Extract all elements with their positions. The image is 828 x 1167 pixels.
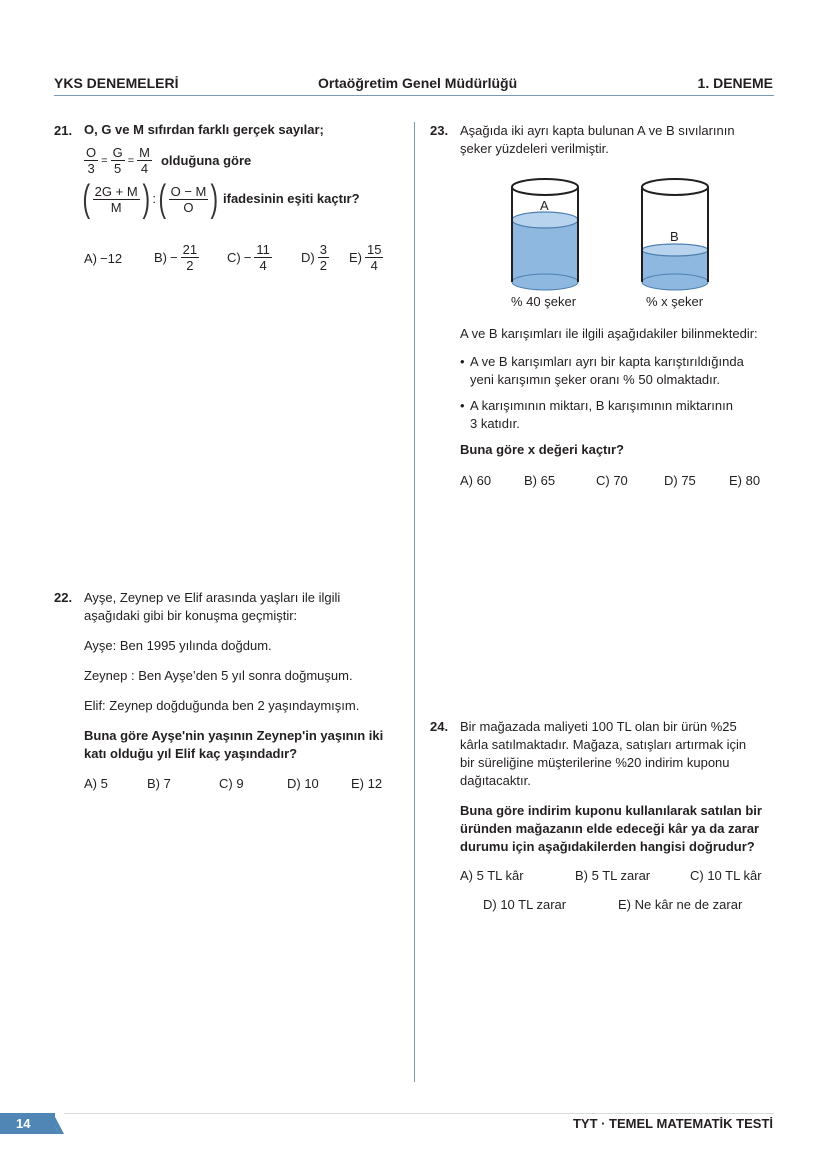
option-c[interactable]: C) 10 TL kâr — [690, 868, 762, 883]
option-c[interactable]: C) − $\frac{11}{4}$ — [227, 242, 270, 273]
option-d[interactable]: D) 10 TL zarar — [483, 897, 567, 912]
question-21 — [54, 121, 404, 218]
option-a[interactable]: A) 5 — [84, 776, 108, 791]
question-prompt: Buna göre indirim kuponu kullanılarak satılan bir — [460, 803, 762, 818]
dialogue-line: Ayşe: Ben 1995 yılında doğdum. — [84, 638, 272, 653]
question-number: 23. — [430, 123, 449, 138]
question-23: 23. Aşağıda iki ayrı kapta bulunan A ve B sıvılarının şeker yüzdeleri verilmiştir. — [430, 123, 735, 156]
fraction: $\frac{G}{5}$ — [112, 145, 123, 176]
fraction: $\frac{O - M}{O}$ — [170, 183, 207, 215]
container-a-icon — [512, 179, 578, 290]
dialogue-line: Zeynep : Ben Ayşe’den 5 yıl sonra doğmuşum. — [84, 668, 353, 683]
question-22: 22. Ayşe, Zeynep ve Elif arasında yaşları ile ilgili aşağıdaki gibi bir konuşma geçmiştir: Ayşe: Ben 1995 yılında doğdum. Zeynep : Ben Ayşe’den 5 yıl sonra doğmuşum. Elif: Zeynep doğduğunda ben 2 yaşındaymışım. Buna göre Ayşe'nin yaşının Zeynep'in yaşının iki katı olduğu yıl Elif kaç yaşındadır? — [54, 589, 404, 763]
option-a[interactable]: A) 60 — [460, 473, 492, 488]
option-b[interactable]: B) − $\frac{21}{2}$ — [154, 242, 198, 273]
bullet-item: • A ve B karışımları ayrı bir kapta karıştırıldığında yeni karışımın şeker oranı % 50 olmaktadır. — [460, 354, 744, 387]
column-divider — [414, 122, 415, 1082]
expression: ( $\frac{2G + M}{M}$ ) : ( $\frac{O - M}{O}$ ) ifadesinin eşiti kaçtır? — [82, 178, 360, 220]
footer-test-title: TYT · TEMEL MATEMATİK TESTİ — [572, 1116, 773, 1131]
question-24: 24. Bir mağazada maliyeti 100 TL olan bir ürün %25 kârla satılmaktadır. Mağaza, satışları artırmak için bir süreliğine müşterilerine %20 indirim kuponu dağıtacaktır. Buna göre indirim kuponu kullanılarak satılan bir üründen mağazanın elde edeceği kâr ya da zarar durumu için aşağıdakilerden hangisi doğrudur? — [430, 719, 762, 854]
fraction: $\frac{2G + M}{M}$ — [94, 183, 138, 215]
q22-options — [84, 776, 404, 794]
question-stem: O, G ve M sıfırdan farklı gerçek sayılar; — [84, 122, 324, 137]
page-tab-slant-icon — [48, 1113, 68, 1134]
option-e[interactable]: E) Ne kâr ne de zarar — [618, 897, 743, 912]
option-c[interactable]: C) 70 — [596, 473, 628, 488]
ratio-equation: $\frac{O}{3}$ = $\frac{G}{5}$ = $\frac{M}{4}$ olduğuna göre — [86, 145, 252, 176]
question-number: 22. — [54, 590, 73, 605]
dialogue-line: Elif: Zeynep doğduğunda ben 2 yaşındaymışım. — [84, 698, 360, 713]
option-b[interactable]: B) 65 — [524, 473, 556, 488]
container-a-caption: % 40 şeker — [511, 294, 577, 309]
bullet-item: • A karışımının miktarı, B karışımının miktarının 3 katıdır. — [460, 398, 733, 431]
page-number: 14 — [16, 1116, 31, 1131]
option-a[interactable]: A) −12 — [84, 251, 123, 266]
fraction: $\frac{M}{4}$ — [139, 145, 150, 176]
option-d[interactable]: D) $\frac{3}{2}$ — [301, 242, 327, 273]
q23-options — [460, 473, 780, 491]
footer-rule — [64, 1113, 774, 1114]
option-a[interactable]: A) 5 TL kâr — [460, 868, 524, 883]
container-b-caption: % x şeker — [646, 294, 704, 309]
container-b-label: B — [670, 229, 679, 244]
header-institution: Ortaöğretim Genel Müdürlüğü — [318, 75, 518, 91]
option-c[interactable]: C) 9 — [219, 776, 244, 791]
option-b[interactable]: B) 7 — [147, 776, 171, 791]
option-d[interactable]: D) 75 — [664, 473, 696, 488]
question-prompt: Buna göre Ayşe'nin yaşının Zeynep'in yaşının iki — [84, 728, 384, 743]
q24-options — [460, 868, 790, 918]
question-prompt: katı olduğu yıl Elif kaç yaşındadır? — [84, 746, 298, 761]
question-number: 21. — [54, 122, 73, 138]
header-series-title: YKS DENEMELERİ — [54, 75, 179, 91]
question-number: 24. — [430, 719, 449, 734]
question-prompt: Buna göre x değeri kaçtır? — [460, 442, 624, 457]
option-d[interactable]: D) 10 — [287, 776, 319, 791]
container-a-label: A — [540, 198, 549, 213]
q21-options — [84, 240, 404, 280]
option-e[interactable]: E) 12 — [351, 776, 383, 791]
option-e[interactable]: E) 80 — [729, 473, 761, 488]
header-rule — [54, 95, 774, 96]
containers-figure — [500, 170, 720, 295]
option-b[interactable]: B) 5 TL zarar — [575, 868, 651, 883]
fraction: $\frac{O}{3}$ — [86, 145, 97, 176]
option-e[interactable]: E) $\frac{15}{4}$ — [349, 242, 382, 273]
q23-info: A ve B karışımları ile ilgili aşağıdakiler bilinmektedir: • A ve B karışımları ayrı bir kapta karıştırıldığında yeni karışımın şeker oranı % 50 olmaktadır. • A karışımının miktarı, B karışımının miktarının 3 katıdır. Buna göre x değeri kaçtır? — [460, 325, 790, 459]
header-exam-number: 1. DENEME — [697, 75, 773, 91]
